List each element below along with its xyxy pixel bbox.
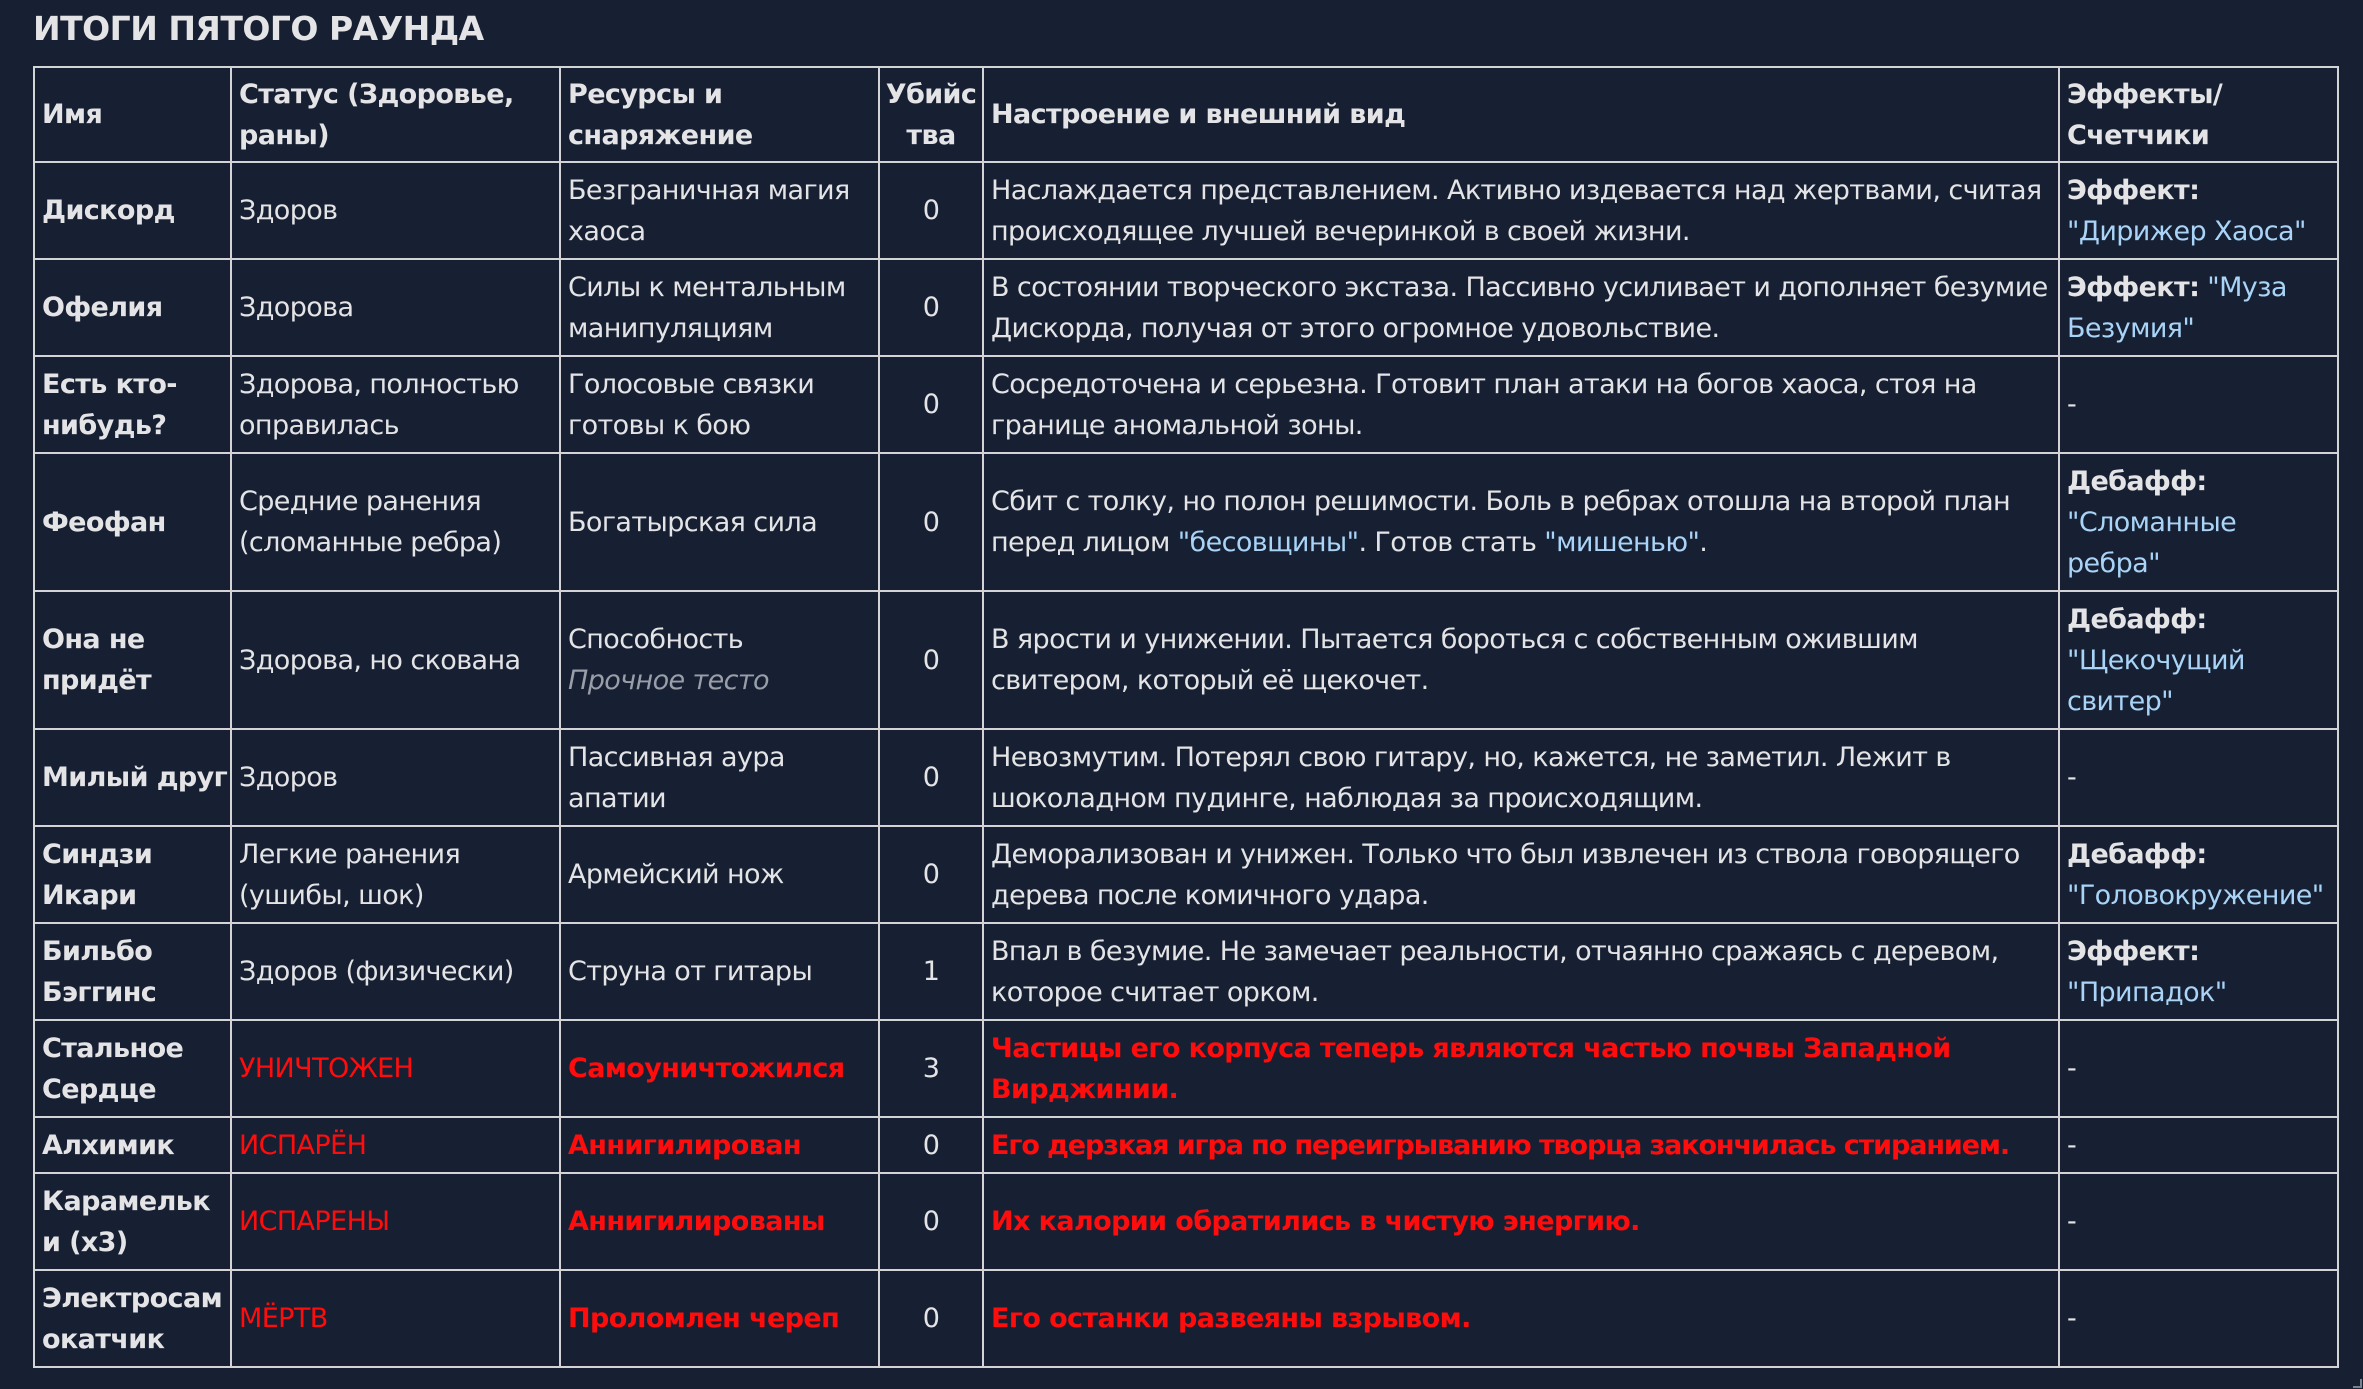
character-mood (983, 453, 2059, 591)
character-effects (2059, 591, 2338, 729)
character-name: Карамельки (x3) (34, 1173, 231, 1270)
character-status: ИСПАРЕНЫ (231, 1173, 560, 1270)
table-row (34, 591, 2338, 729)
character-resources: Аннигилированы (560, 1173, 879, 1270)
character-mood: Его останки развеяны взрывом. (983, 1270, 2059, 1367)
effect-value: "Муза Безумия" (2067, 271, 2287, 344)
character-mood: В состоянии творческого экстаза. Пассивно усиливает и дополняет безумие Дискорда, получая от этого огромное удовольствие. (983, 259, 2059, 356)
character-resources: Богатырская сила (560, 453, 879, 591)
effect-label: Эффект: (2067, 174, 2200, 206)
table-row (34, 356, 2338, 453)
character-kills: 1 (879, 923, 983, 1020)
header-mood: Настроение и внешний вид (983, 67, 2059, 162)
table-row (34, 1173, 2338, 1270)
character-effects (2059, 453, 2338, 591)
character-status: Средние ранения (сломанные ребра) (231, 453, 560, 591)
character-name: Дискорд (34, 162, 231, 259)
character-mood: Сосредоточена и серьезна. Готовит план атаки на богов хаоса, стоя на границе аномальной зоны. (983, 356, 2059, 453)
mood-text: . (1699, 527, 1708, 558)
table-row (34, 1020, 2338, 1117)
effect-label: Дебафф: (2067, 465, 2207, 497)
effect-value: "Сломанные ребра" (2067, 506, 2237, 579)
effect-label: Эффект: (2067, 271, 2200, 303)
effect-label: Дебафф: (2067, 603, 2207, 635)
character-effects (2059, 826, 2338, 923)
table-row (34, 729, 2338, 826)
header-resources: Ресурсы и снаряжение (560, 67, 879, 162)
character-status: Здоров (231, 162, 560, 259)
table-row (34, 923, 2338, 1020)
effect-label: Дебафф: (2067, 838, 2207, 870)
header-effects: Эффекты/ Счетчики (2059, 67, 2338, 162)
table-row (34, 162, 2338, 259)
character-effects: - (2059, 356, 2338, 453)
resize-grip-icon[interactable] (2353, 1379, 2362, 1388)
table-row (34, 453, 2338, 591)
character-resources: Безграничная магия хаоса (560, 162, 879, 259)
character-resources: Силы к ментальным манипуляциям (560, 259, 879, 356)
character-resources: Струна от гитары (560, 923, 879, 1020)
character-kills: 0 (879, 729, 983, 826)
character-status: Здорова, полностью оправилась (231, 356, 560, 453)
character-status: ИСПАРЁН (231, 1117, 560, 1173)
character-status: МЁРТВ (231, 1270, 560, 1367)
character-mood: В ярости и унижении. Пытается бороться с собственным ожившим свитером, который её щекочет. (983, 591, 2059, 729)
character-status: Здоров (231, 729, 560, 826)
header-kills: Убийства (879, 67, 983, 162)
mood-text: Сбит с толку, но полон решимости. Боль в ребрах отошла на второй план перед лицом (991, 486, 2011, 558)
character-mood: Его дерзкая игра по переигрыванию творца закончилась стиранием. (983, 1117, 2059, 1173)
character-name: Электросамокатчик (34, 1270, 231, 1367)
table-row (34, 259, 2338, 356)
character-status: Здорова (231, 259, 560, 356)
effect-value: "Головокружение" (2067, 879, 2324, 911)
character-status: Легкие ранения (ушибы, шок) (231, 826, 560, 923)
page-title: ИТОГИ ПЯТОГО РАУНДА (33, 9, 484, 48)
character-kills: 0 (879, 1270, 983, 1367)
character-status: УНИЧТОЖЕН (231, 1020, 560, 1117)
character-kills: 0 (879, 1117, 983, 1173)
character-kills: 0 (879, 162, 983, 259)
character-resources: Проломлен череп (560, 1270, 879, 1367)
header-name: Имя (34, 67, 231, 162)
character-mood: Частицы его корпуса теперь являются частью почвы Западной Вирджинии. (983, 1020, 2059, 1117)
character-name: Она не придёт (34, 591, 231, 729)
table-row (34, 1117, 2338, 1173)
effect-value: "Щекочущий свитер" (2067, 644, 2245, 717)
character-effects: - (2059, 1020, 2338, 1117)
character-mood: Наслаждается представлением. Активно издевается над жертвами, считая происходящее лучшей вечеринкой в своей жизни. (983, 162, 2059, 259)
character-name: Бильбо Бэггинс (34, 923, 231, 1020)
table-header-row (34, 67, 2338, 162)
header-status: Статус (Здоровье, раны) (231, 67, 560, 162)
resource-note: Прочное тесто (568, 665, 769, 696)
character-effects: - (2059, 729, 2338, 826)
character-effects (2059, 162, 2338, 259)
character-effects: - (2059, 1270, 2338, 1367)
character-effects (2059, 923, 2338, 1020)
character-kills: 0 (879, 1173, 983, 1270)
character-resources: Армейский нож (560, 826, 879, 923)
table-row (34, 1270, 2338, 1367)
character-resources: Самоуничтожился (560, 1020, 879, 1117)
round-summary-table (33, 66, 2339, 1368)
character-name: Алхимик (34, 1117, 231, 1173)
character-name: Офелия (34, 259, 231, 356)
character-kills: 0 (879, 356, 983, 453)
character-effects: - (2059, 1173, 2338, 1270)
table-row (34, 826, 2338, 923)
character-mood: Невозмутим. Потерял свою гитару, но, кажется, не заметил. Лежит в шоколадном пудинге, наблюдая за происходящим. (983, 729, 2059, 826)
character-status: Здоров (физически) (231, 923, 560, 1020)
effect-value: "Дирижер Хаоса" (2067, 215, 2306, 247)
character-kills: 0 (879, 259, 983, 356)
character-mood: Их калории обратились в чистую энергию. (983, 1173, 2059, 1270)
character-status: Здорова, но скована (231, 591, 560, 729)
effect-value: "Припадок" (2067, 976, 2227, 1008)
character-resources: Аннигилирован (560, 1117, 879, 1173)
mood-quote: "бесовщины" (1177, 527, 1359, 558)
character-name: Есть кто-нибудь? (34, 356, 231, 453)
character-mood: Впал в безумие. Не замечает реальности, отчаянно сражаясь с деревом, которое считает орком. (983, 923, 2059, 1020)
mood-quote: "мишенью" (1544, 527, 1700, 558)
character-resources: Голосовые связки готовы к бою (560, 356, 879, 453)
character-name: Милый друг (34, 729, 231, 826)
character-resources (560, 591, 879, 729)
character-name: Феофан (34, 453, 231, 591)
character-mood: Деморализован и унижен. Только что был извлечен из ствола говорящего дерева после комичного удара. (983, 826, 2059, 923)
character-kills: 0 (879, 453, 983, 591)
effect-label: Эффект: (2067, 935, 2200, 967)
character-kills: 3 (879, 1020, 983, 1117)
character-name: Стальное Сердце (34, 1020, 231, 1117)
character-resources: Пассивная аура апатии (560, 729, 879, 826)
character-effects: - (2059, 1117, 2338, 1173)
mood-text: . Готов стать (1358, 527, 1545, 558)
resource-text: Способность (568, 624, 744, 655)
character-name: Синдзи Икари (34, 826, 231, 923)
character-kills: 0 (879, 826, 983, 923)
character-kills: 0 (879, 591, 983, 729)
character-effects (2059, 259, 2338, 356)
